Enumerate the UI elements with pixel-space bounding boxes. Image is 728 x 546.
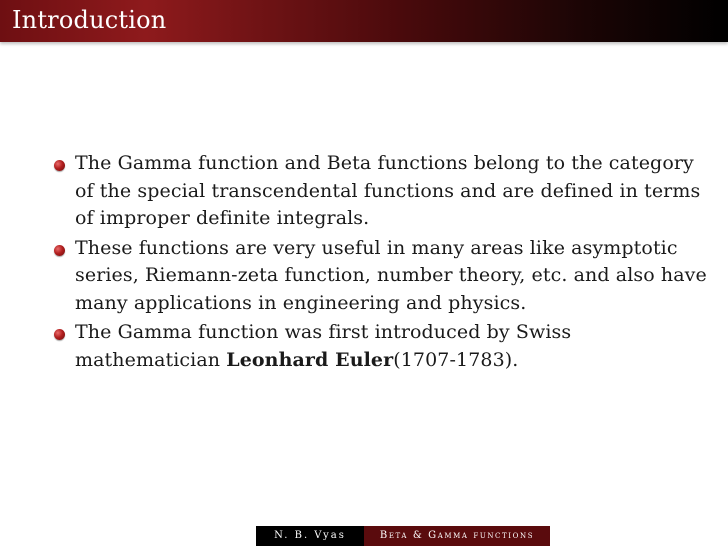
bullet-text: The Gamma function and Beta functions belong to the category of the special transcendental functions and are defined in terms of improper definite integrals. [75,152,701,229]
bullet-text: These functions are very useful in many areas like asymptotic series, Riemann-zeta function, number theory, etc. and also have many applications in engineering and physics. [75,236,707,314]
bullet-text: The Gamma function was first introduced by Swiss mathematician [75,321,572,371]
bullet-icon [54,245,65,256]
title-bar [0,0,728,42]
bullet-bold-name: Leonhard Euler [226,348,394,371]
bullet-list [48,150,708,376]
slide-title: Introduction [12,6,167,34]
footer-author: N. B. Vyas [256,526,364,546]
bullet-item [48,319,708,374]
bullet-icon [54,329,65,340]
bullet-item [48,150,708,233]
bullet-text-after: (1707-1783). [393,348,519,371]
bullet-item [48,235,708,318]
bullet-icon [54,160,65,171]
footer [0,526,728,546]
footer-short-title: Beta & Gamma functions [364,526,550,546]
